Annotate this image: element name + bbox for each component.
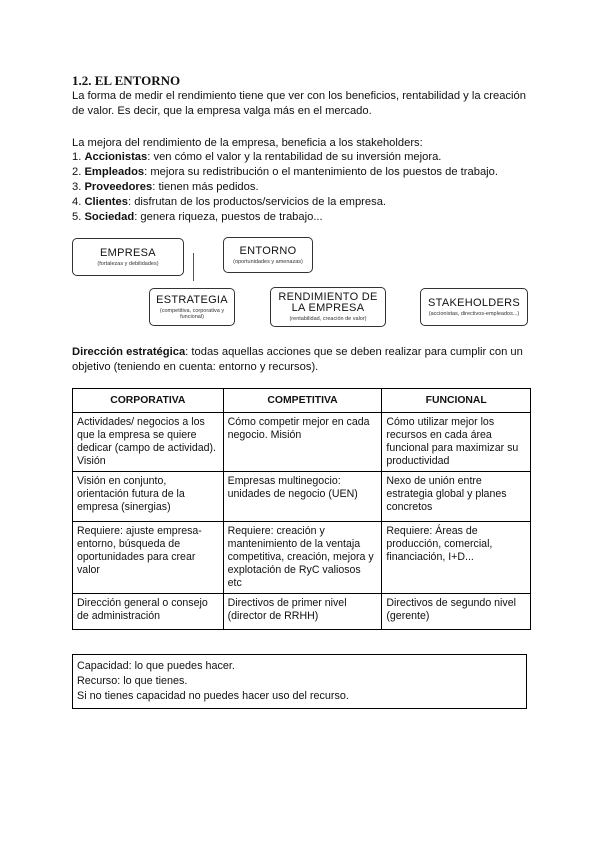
capacity-resource-note xyxy=(72,654,527,709)
table-row xyxy=(73,413,531,472)
table-cell: Dirección general o consejo de administración xyxy=(73,594,224,630)
column-header-corporativa: CORPORATIVA xyxy=(73,389,224,413)
diagram-box-rendimiento: RENDIMIENTO DE LA EMPRESA (rentabilidad, creación de valor) xyxy=(270,287,386,327)
table-cell: Nexo de unión entre estrategia global y planes concretos xyxy=(382,472,531,522)
column-header-funcional: FUNCIONAL xyxy=(382,389,531,413)
strategy-levels-table xyxy=(72,388,531,630)
diagram-connector xyxy=(193,253,194,281)
table-cell: Cómo competir mejor en cada negocio. Misión xyxy=(223,413,382,472)
direccion-estrategica-paragraph: Dirección estratégica: todas aquellas acciones que se deben realizar para cumplir con un objetivo (teniendo en cuenta: entorno y recursos). xyxy=(72,346,523,373)
table-row xyxy=(73,594,531,630)
diagram-box-estrategia: ESTRATEGIA (competitiva, corporativa y funcional) xyxy=(149,288,235,326)
list-item: 3. Proveedores: tienen más pedidos. xyxy=(72,181,259,193)
table-cell: Actividades/ negocios a los que la empresa se quiere dedicar (campo de actividad). Visión xyxy=(73,413,224,472)
table-cell: Cómo utilizar mejor los recursos en cada área funcional para maximizar su productividad xyxy=(382,413,531,472)
table-cell: Requiere: Áreas de producción, comercial, financiación, I+D... xyxy=(382,522,531,594)
diagram-box-entorno: ENTORNO (oportunidades y amenazas) xyxy=(223,237,313,273)
table-header-row xyxy=(73,389,531,413)
note-line: Si no tienes capacidad no puedes hacer uso del recurso. xyxy=(77,690,349,702)
list-item: 1. Accionistas: ven cómo el valor y la rentabilidad de su inversión mejora. xyxy=(72,151,442,163)
intro-paragraph: La forma de medir el rendimiento tiene que ver con los beneficios, rentabilidad y la creación de valor. Es decir, que la empresa valga más en el mercado. xyxy=(72,90,526,117)
table-cell: Directivos de segundo nivel (gerente) xyxy=(382,594,531,630)
diagram-box-empresa: EMPRESA (fortalezas y debilidades) xyxy=(72,238,184,276)
table-cell: Requiere: creación y mantenimiento de la ventaja competitiva, creación, mejora y explotación de RyC valiosos etc xyxy=(223,522,382,594)
table-row xyxy=(73,472,531,522)
table-cell: Directivos de primer nivel (director de RRHH) xyxy=(223,594,382,630)
list-item: 4. Clientes: disfrutan de los productos/servicios de la empresa. xyxy=(72,196,387,208)
table-cell: Visión en conjunto, orientación futura de la empresa (sinergias) xyxy=(73,472,224,522)
table-cell: Requiere: ajuste empresa-entorno, búsqueda de oportunidades para crear valor xyxy=(73,522,224,594)
section-title: 1.2. EL ENTORNO xyxy=(72,73,181,88)
table-cell: Empresas multinegocio: unidades de negocio (UEN) xyxy=(223,472,382,522)
stakeholders-intro: La mejora del rendimiento de la empresa, beneficia a los stakeholders: xyxy=(72,137,423,149)
stakeholder-list xyxy=(72,150,498,225)
diagram-box-stakeholders: STAKEHOLDERS (accionistas, directivos-empleados...) xyxy=(420,288,528,326)
note-line: Recurso: lo que tienes. xyxy=(77,675,188,687)
list-item: 2. Empleados: mejora su redistribución o el mantenimiento de los puestos de trabajo. xyxy=(72,166,498,178)
list-item: 5. Sociedad: genera riqueza, puestos de trabajo... xyxy=(72,211,323,223)
table-row xyxy=(73,522,531,594)
column-header-competitiva: COMPETITIVA xyxy=(223,389,382,413)
note-line: Capacidad: lo que puedes hacer. xyxy=(77,660,235,672)
